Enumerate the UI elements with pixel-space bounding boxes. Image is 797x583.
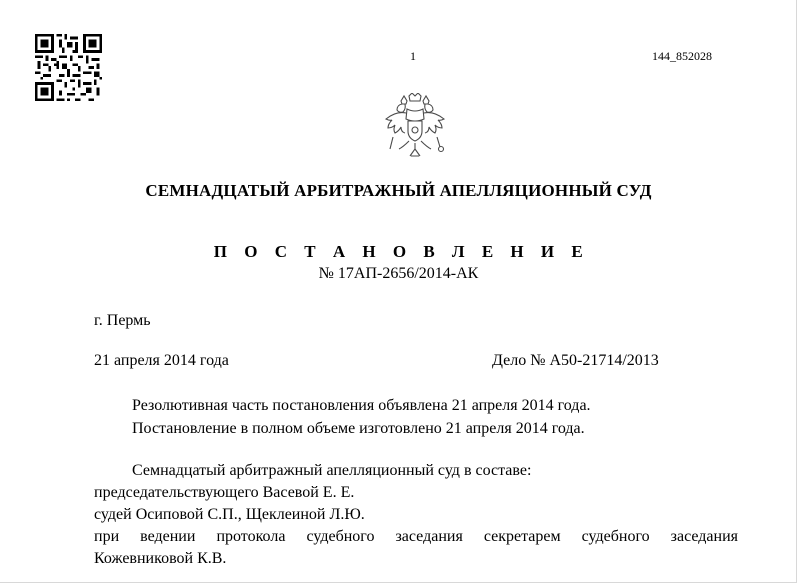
resolution-title: П О С Т А Н О В Л Е Н И Е xyxy=(213,242,590,261)
judges: судей Осиповой С.П., Щеклеиной Л.Ю. xyxy=(94,506,365,523)
coat-of-arms-icon xyxy=(383,93,447,161)
city: г. Пермь xyxy=(94,312,151,329)
secretary-line: при ведении протокола судебного заседания секретарем судебного заседания xyxy=(94,528,738,545)
decision-date: 21 апреля 2014 года xyxy=(94,352,229,369)
qr-code-icon xyxy=(35,34,102,101)
page-number: 1 xyxy=(410,49,416,63)
announcement-line: Постановление в полном объеме изготовлено 21 апреля 2014 года. xyxy=(132,420,585,437)
resolution-number: № 17АП-2656/2014-АК xyxy=(318,265,479,282)
court-name: СЕМНАДЦАТЫЙ АРБИТРАЖНЫЙ АПЕЛЛЯЦИОННЫЙ СУД xyxy=(145,181,652,200)
secretary-name: Кожевниковой К.В. xyxy=(94,550,227,567)
composition-intro: Семнадцатый арбитражный апелляционный суд в составе: xyxy=(132,462,532,479)
case-number: Дело № А50-21714/2013 xyxy=(492,352,659,369)
presiding-judge: председательствующего Васевой Е. Е. xyxy=(94,484,355,501)
announcement-line: Резолютивная часть постановления объявлена 21 апреля 2014 года. xyxy=(132,397,591,414)
document-code: 144_852028 xyxy=(652,49,712,63)
